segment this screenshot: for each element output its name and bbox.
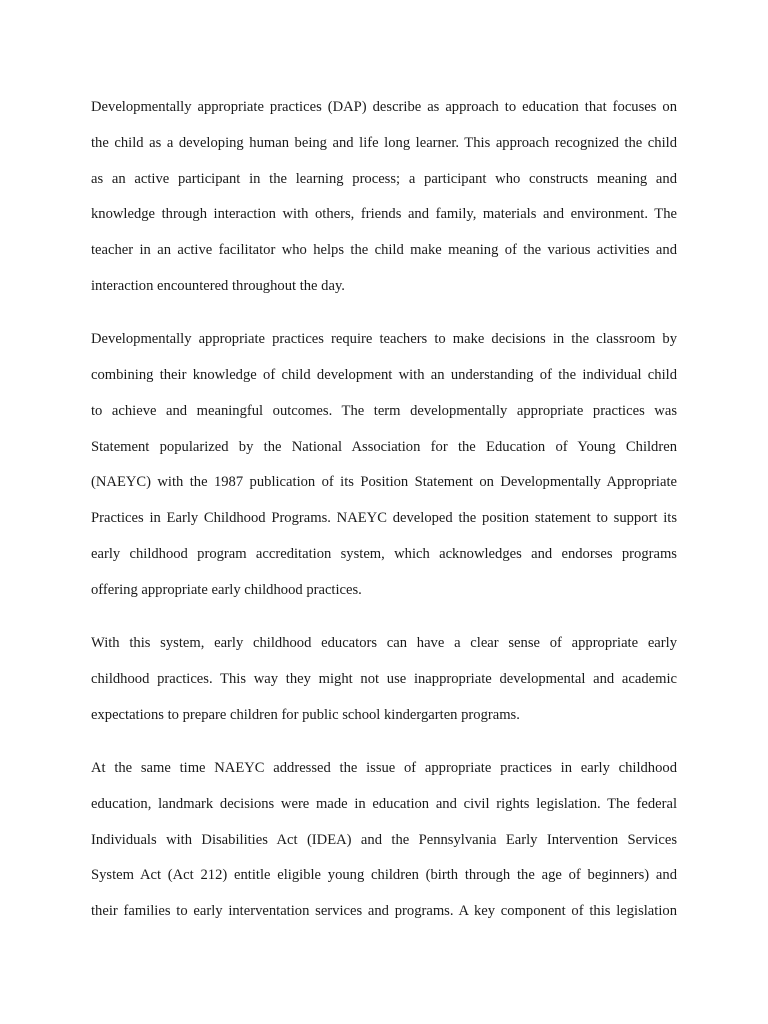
paragraph-dap-decisions bbox=[91, 322, 677, 608]
text-line: With this system, early childhood educators can have a clear sense of appropriate early bbox=[91, 635, 677, 652]
text-line: Developmentally appropriate practices (DAP) describe as approach to education that focuses on bbox=[91, 99, 677, 115]
text-line: their families to early interventation services and programs. A key component of this legislation bbox=[91, 903, 677, 920]
text-line: Individuals with Disabilities Act (IDEA) and the Pennsylvania Early Intervention Services bbox=[91, 831, 677, 848]
paragraph-dap-definition bbox=[91, 90, 677, 305]
text-line: combining their knowledge of child development with an understanding of the individual child bbox=[91, 367, 677, 384]
paragraph-legislation bbox=[91, 751, 677, 930]
text-line: early childhood program accreditation system, which acknowledges and endorses programs bbox=[91, 546, 677, 563]
paragraph-system bbox=[91, 626, 677, 733]
text-line: knowledge through interaction with others, friends and family, materials and environment. The bbox=[91, 206, 677, 223]
text-line: to achieve and meaningful outcomes. The term developmentally appropriate practices was bbox=[91, 402, 677, 419]
text-line: as an active participant in the learning process; a participant who constructs meaning and bbox=[91, 170, 677, 187]
text-line: the child as a developing human being and life long learner. This approach recognized the child bbox=[91, 134, 677, 151]
text-line: Statement popularized by the National Association for the Education of Young Children bbox=[91, 438, 677, 455]
text-line: interaction encountered throughout the day. bbox=[91, 277, 345, 294]
text-line: teacher in an active facilitator who helps the child make meaning of the various activities and bbox=[91, 242, 677, 259]
text-line: Practices in Early Childhood Programs. NAEYC developed the position statement to support its bbox=[91, 510, 677, 527]
text-line: System Act (Act 212) entitle eligible young children (birth through the age of beginners) and bbox=[91, 867, 677, 884]
text-line: expectations to prepare children for public school kindergarten programs. bbox=[91, 706, 520, 723]
text-line: Developmentally appropriate practices require teachers to make decisions in the classroom by bbox=[91, 331, 677, 348]
text-line: education, landmark decisions were made in education and civil rights legislation. The federal bbox=[91, 795, 677, 812]
text-line: At the same time NAEYC addressed the issue of appropriate practices in early childhood bbox=[91, 760, 677, 777]
text-line: (NAEYC) with the 1987 publication of its Position Statement on Developmentally Appropriate bbox=[91, 474, 677, 491]
document-body bbox=[91, 90, 677, 948]
text-line: offering appropriate early childhood practices. bbox=[91, 581, 362, 598]
text-line: childhood practices. This way they might not use inappropriate developmental and academic bbox=[91, 670, 677, 687]
